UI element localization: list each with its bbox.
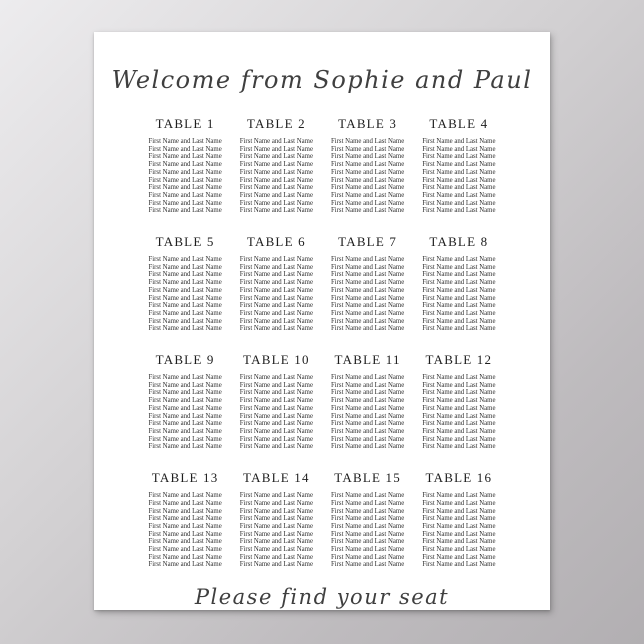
table-block (146, 116, 224, 215)
seating-chart-poster (94, 32, 550, 610)
guest-name: First Name and Last Name (422, 138, 496, 145)
guest-name: First Name and Last Name (331, 271, 405, 279)
guest-name: First Name and Last Name (239, 138, 313, 145)
guest-name: First Name and Last Name (148, 325, 222, 333)
guest-name: First Name and Last Name (148, 279, 222, 287)
guest-name: First Name and Last Name (239, 412, 313, 420)
guest-name: First Name and Last Name (422, 168, 496, 176)
table-title: TABLE 13 (151, 470, 219, 486)
guest-name: First Name and Last Name (422, 553, 496, 561)
guest-name: First Name and Last Name (331, 443, 405, 451)
guest-name: First Name and Last Name (422, 499, 496, 507)
guest-name: First Name and Last Name (331, 168, 405, 176)
guest-name-list (329, 138, 407, 215)
guest-name-list (146, 492, 224, 569)
table-title: TABLE 2 (246, 116, 306, 131)
guest-name: First Name and Last Name (422, 538, 496, 546)
guest-name: First Name and Last Name (331, 302, 405, 310)
guest-name: First Name and Last Name (422, 507, 496, 515)
table-title: TABLE 16 (425, 470, 493, 486)
guest-name: First Name and Last Name (239, 145, 313, 153)
table-block (237, 470, 315, 569)
guest-name: First Name and Last Name (239, 546, 313, 554)
guest-name: First Name and Last Name (331, 199, 405, 207)
guest-name: First Name and Last Name (239, 207, 313, 215)
guest-name-list (146, 138, 224, 215)
guest-name: First Name and Last Name (148, 191, 222, 199)
guest-name: First Name and Last Name (239, 161, 313, 169)
table-block (329, 352, 407, 451)
guest-name: First Name and Last Name (331, 286, 405, 294)
guest-name: First Name and Last Name (148, 374, 222, 382)
guest-name: First Name and Last Name (422, 184, 496, 192)
guest-name: First Name and Last Name (148, 530, 222, 538)
guest-name: First Name and Last Name (422, 435, 496, 443)
guest-name: First Name and Last Name (331, 317, 405, 325)
guest-name: First Name and Last Name (422, 530, 496, 538)
guest-name: First Name and Last Name (422, 546, 496, 554)
guest-name: First Name and Last Name (422, 374, 496, 382)
table-title: TABLE 1 (155, 116, 215, 131)
table-block (420, 234, 498, 333)
guest-name: First Name and Last Name (239, 443, 313, 451)
guest-name: First Name and Last Name (422, 271, 496, 279)
guest-name: First Name and Last Name (148, 161, 222, 169)
table-block (237, 234, 315, 333)
guest-name: First Name and Last Name (239, 538, 313, 546)
guest-name: First Name and Last Name (331, 309, 405, 317)
guest-name: First Name and Last Name (422, 302, 496, 310)
guest-name: First Name and Last Name (239, 256, 313, 264)
table-title: TABLE 4 (429, 116, 489, 131)
guest-name-list (420, 256, 498, 333)
table-block (420, 352, 498, 451)
guest-name: First Name and Last Name (422, 309, 496, 317)
guest-name: First Name and Last Name (148, 294, 222, 302)
guest-name: First Name and Last Name (239, 561, 313, 569)
guest-name: First Name and Last Name (239, 389, 313, 397)
table-block (237, 352, 315, 451)
table-block (146, 470, 224, 569)
guest-name: First Name and Last Name (331, 538, 405, 546)
tables-grid (146, 116, 498, 569)
guest-name: First Name and Last Name (331, 207, 405, 215)
table-title: TABLE 12 (425, 352, 493, 368)
guest-name: First Name and Last Name (239, 530, 313, 538)
guest-name: First Name and Last Name (422, 397, 496, 405)
guest-name: First Name and Last Name (239, 427, 313, 435)
guest-name: First Name and Last Name (331, 397, 405, 405)
table-title: TABLE 8 (429, 234, 489, 250)
table-block (329, 116, 407, 215)
guest-name: First Name and Last Name (148, 286, 222, 294)
guest-name: First Name and Last Name (148, 397, 222, 405)
guest-name: First Name and Last Name (239, 168, 313, 176)
guest-name-list (420, 492, 498, 569)
guest-name: First Name and Last Name (239, 279, 313, 287)
guest-name: First Name and Last Name (331, 374, 405, 382)
guest-name: First Name and Last Name (331, 435, 405, 443)
guest-name: First Name and Last Name (148, 561, 222, 569)
guest-name: First Name and Last Name (422, 207, 496, 215)
guest-name: First Name and Last Name (422, 263, 496, 271)
guest-name: First Name and Last Name (239, 381, 313, 389)
guest-name-list (329, 256, 407, 333)
guest-name: First Name and Last Name (239, 553, 313, 561)
table-title: TABLE 5 (155, 234, 215, 250)
guest-name: First Name and Last Name (422, 420, 496, 428)
guest-name-list (146, 374, 224, 451)
guest-name: First Name and Last Name (148, 317, 222, 325)
guest-name: First Name and Last Name (239, 522, 313, 530)
guest-name-list (146, 256, 224, 333)
guest-name: First Name and Last Name (148, 168, 222, 176)
guest-name: First Name and Last Name (148, 145, 222, 153)
guest-name: First Name and Last Name (422, 522, 496, 530)
guest-name: First Name and Last Name (148, 153, 222, 161)
guest-name: First Name and Last Name (331, 420, 405, 428)
guest-name: First Name and Last Name (331, 530, 405, 538)
welcome-heading: Welcome from Sophie and Paul (111, 66, 533, 94)
guest-name: First Name and Last Name (239, 294, 313, 302)
guest-name: First Name and Last Name (239, 317, 313, 325)
guest-name: First Name and Last Name (148, 381, 222, 389)
guest-name: First Name and Last Name (422, 389, 496, 397)
guest-name: First Name and Last Name (331, 389, 405, 397)
table-title: TABLE 11 (334, 352, 401, 368)
guest-name: First Name and Last Name (331, 515, 405, 523)
guest-name: First Name and Last Name (239, 515, 313, 523)
guest-name: First Name and Last Name (148, 443, 222, 451)
guest-name: First Name and Last Name (148, 507, 222, 515)
footer-message: Please find your seat (194, 585, 450, 610)
guest-name: First Name and Last Name (422, 279, 496, 287)
table-title: TABLE 3 (338, 116, 398, 131)
table-title: TABLE 10 (243, 352, 310, 368)
guest-name: First Name and Last Name (422, 492, 496, 500)
guest-name-list (420, 374, 498, 451)
guest-name: First Name and Last Name (331, 522, 405, 530)
guest-name: First Name and Last Name (331, 279, 405, 287)
guest-name-list (329, 492, 407, 569)
guest-name: First Name and Last Name (148, 176, 222, 184)
guest-name: First Name and Last Name (148, 499, 222, 507)
table-block (146, 352, 224, 451)
guest-name: First Name and Last Name (239, 271, 313, 279)
guest-name: First Name and Last Name (331, 381, 405, 389)
table-block (146, 234, 224, 333)
guest-name: First Name and Last Name (331, 553, 405, 561)
guest-name: First Name and Last Name (422, 199, 496, 207)
guest-name: First Name and Last Name (239, 309, 313, 317)
guest-name: First Name and Last Name (331, 161, 405, 169)
guest-name: First Name and Last Name (422, 515, 496, 523)
guest-name: First Name and Last Name (331, 492, 405, 500)
table-title: TABLE 9 (155, 352, 215, 368)
table-block (237, 116, 315, 215)
table-block (329, 234, 407, 333)
guest-name: First Name and Last Name (148, 546, 222, 554)
guest-name: First Name and Last Name (148, 515, 222, 523)
guest-name: First Name and Last Name (239, 374, 313, 382)
guest-name: First Name and Last Name (331, 294, 405, 302)
guest-name: First Name and Last Name (148, 404, 222, 412)
guest-name: First Name and Last Name (239, 199, 313, 207)
guest-name: First Name and Last Name (331, 153, 405, 161)
guest-name: First Name and Last Name (331, 546, 405, 554)
guest-name: First Name and Last Name (422, 153, 496, 161)
guest-name: First Name and Last Name (422, 443, 496, 451)
guest-name: First Name and Last Name (331, 138, 405, 145)
guest-name-list (237, 138, 315, 215)
guest-name: First Name and Last Name (422, 256, 496, 264)
guest-name: First Name and Last Name (422, 561, 496, 569)
guest-name: First Name and Last Name (148, 420, 222, 428)
guest-name: First Name and Last Name (148, 538, 222, 546)
guest-name: First Name and Last Name (148, 389, 222, 397)
table-title: TABLE 14 (243, 470, 310, 486)
guest-name: First Name and Last Name (239, 492, 313, 500)
guest-name: First Name and Last Name (239, 507, 313, 515)
guest-name: First Name and Last Name (148, 263, 222, 271)
guest-name: First Name and Last Name (148, 553, 222, 561)
guest-name: First Name and Last Name (422, 191, 496, 199)
guest-name: First Name and Last Name (331, 184, 405, 192)
guest-name: First Name and Last Name (148, 184, 222, 192)
guest-name: First Name and Last Name (331, 412, 405, 420)
guest-name: First Name and Last Name (331, 325, 405, 333)
guest-name-list (237, 256, 315, 333)
guest-name: First Name and Last Name (422, 161, 496, 169)
guest-name: First Name and Last Name (422, 176, 496, 184)
guest-name: First Name and Last Name (148, 271, 222, 279)
guest-name: First Name and Last Name (422, 294, 496, 302)
table-title: TABLE 15 (334, 470, 401, 486)
guest-name: First Name and Last Name (148, 435, 222, 443)
guest-name: First Name and Last Name (239, 153, 313, 161)
guest-name: First Name and Last Name (148, 309, 222, 317)
guest-name-list (329, 374, 407, 451)
guest-name: First Name and Last Name (422, 412, 496, 420)
guest-name: First Name and Last Name (239, 404, 313, 412)
table-block (329, 470, 407, 569)
guest-name: First Name and Last Name (422, 325, 496, 333)
guest-name: First Name and Last Name (148, 256, 222, 264)
guest-name: First Name and Last Name (239, 184, 313, 192)
table-title: TABLE 6 (246, 234, 306, 250)
guest-name: First Name and Last Name (422, 145, 496, 153)
guest-name: First Name and Last Name (239, 325, 313, 333)
guest-name-list (237, 492, 315, 569)
guest-name: First Name and Last Name (422, 317, 496, 325)
guest-name: First Name and Last Name (331, 499, 405, 507)
guest-name: First Name and Last Name (148, 427, 222, 435)
guest-name: First Name and Last Name (239, 191, 313, 199)
guest-name-list (420, 138, 498, 215)
guest-name: First Name and Last Name (239, 499, 313, 507)
guest-name: First Name and Last Name (331, 561, 405, 569)
guest-name: First Name and Last Name (239, 286, 313, 294)
guest-name: First Name and Last Name (239, 176, 313, 184)
guest-name: First Name and Last Name (148, 302, 222, 310)
table-block (420, 470, 498, 569)
guest-name: First Name and Last Name (148, 522, 222, 530)
guest-name: First Name and Last Name (148, 412, 222, 420)
guest-name: First Name and Last Name (239, 420, 313, 428)
guest-name: First Name and Last Name (239, 302, 313, 310)
guest-name: First Name and Last Name (331, 404, 405, 412)
guest-name: First Name and Last Name (422, 381, 496, 389)
guest-name: First Name and Last Name (148, 207, 222, 215)
guest-name: First Name and Last Name (422, 427, 496, 435)
guest-name: First Name and Last Name (239, 435, 313, 443)
guest-name: First Name and Last Name (239, 263, 313, 271)
guest-name: First Name and Last Name (331, 427, 405, 435)
guest-name: First Name and Last Name (331, 507, 405, 515)
guest-name: First Name and Last Name (422, 404, 496, 412)
guest-name: First Name and Last Name (148, 199, 222, 207)
guest-name: First Name and Last Name (148, 492, 222, 500)
guest-name: First Name and Last Name (422, 286, 496, 294)
guest-name: First Name and Last Name (331, 263, 405, 271)
table-block (420, 116, 498, 215)
guest-name: First Name and Last Name (331, 256, 405, 264)
guest-name: First Name and Last Name (331, 191, 405, 199)
table-title: TABLE 7 (338, 234, 398, 250)
guest-name-list (237, 374, 315, 451)
guest-name: First Name and Last Name (331, 176, 405, 184)
guest-name: First Name and Last Name (148, 138, 222, 145)
guest-name: First Name and Last Name (331, 145, 405, 153)
guest-name: First Name and Last Name (239, 397, 313, 405)
